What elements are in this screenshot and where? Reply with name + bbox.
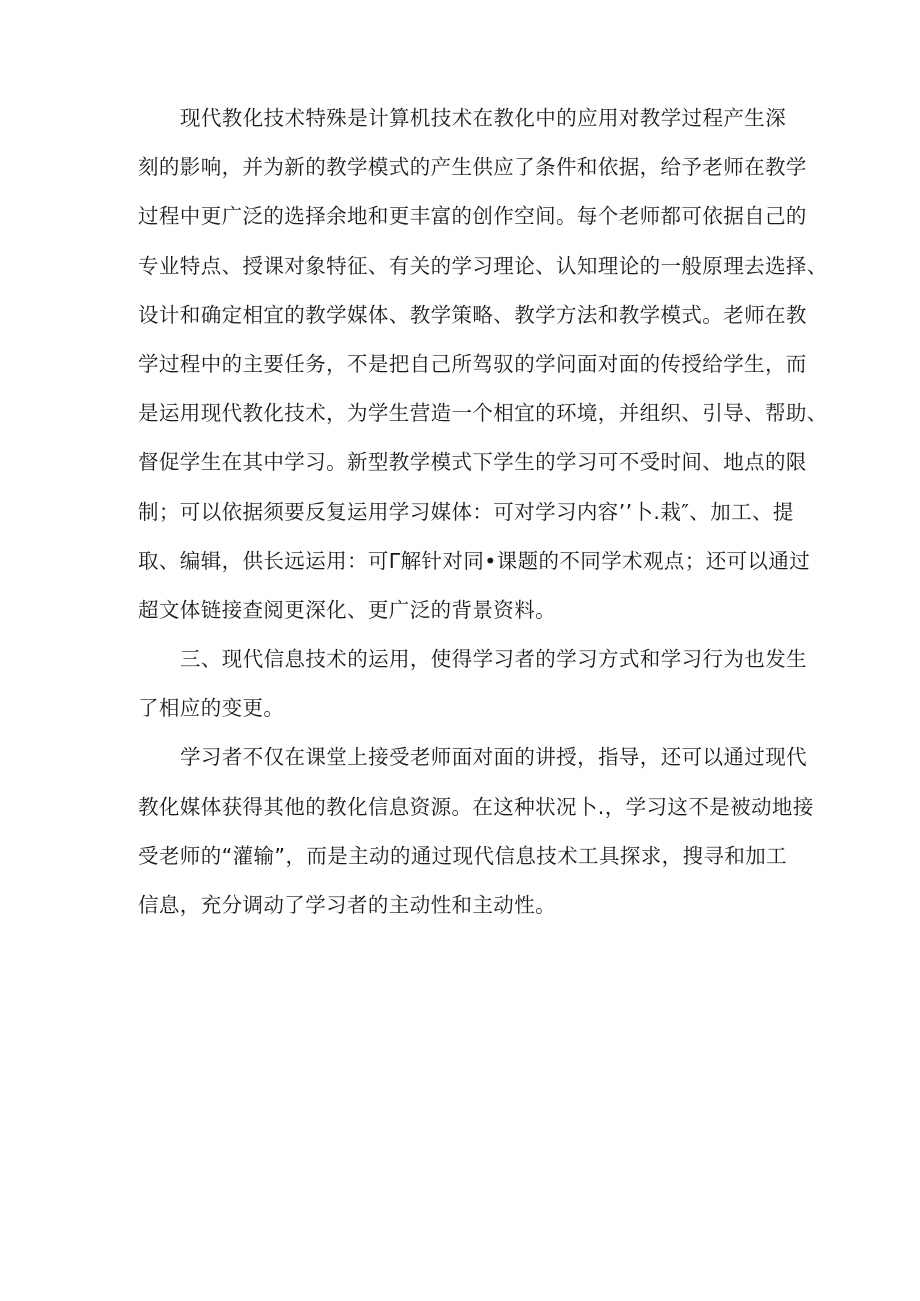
text-line: 学过程中的主要任务，不是把自己所驾驭的学问面对面的传授给学生，而 (138, 351, 807, 376)
paragraph-3 (138, 733, 814, 930)
text-line: 教化媒体获得其他的教化信息资源。在这种状况卜.，学习这不是被动地接 (138, 794, 814, 819)
text-line: 超文体链接查阅更深化、更广泛的背景资料。 (138, 597, 556, 622)
text-line: 受老师的“灌输”，而是主动的通过现代信息技术工具探求，搜寻和加工 (138, 843, 788, 868)
text-line: 学习者不仅在课堂上接受老师面对面的讲授，指导，还可以通过现代 (180, 745, 807, 770)
text-line: 三、现代信息技术的运用，使得学习者的学习方式和学习行为也发生 (180, 647, 807, 672)
text-line: 了相应的变更。 (138, 696, 285, 721)
text-line: 督促学生在其中学习。新型教学模式下学生的学习可不受时间、地点的限 (138, 450, 807, 475)
text-line: 刻的影响，并为新的教学模式的产生供应了条件和依据，给予老师在教学 (138, 155, 807, 180)
paragraph-2 (138, 635, 807, 733)
document-body (138, 94, 828, 930)
text-line: 现代教化技术特殊是计算机技术在教化中的应用对教学过程产生深 (180, 106, 787, 130)
text-line: 取、编辑，供长远运用：可Γ解针对同•课题的不同学术观点；还可以通过 (138, 548, 811, 573)
text-line: 是运用现代教化技术，为学生营造一个相宜的环境，并组织、引导、帮助、 (138, 401, 828, 426)
text-line: 信息，充分调动了学习者的主动性和主动性。 (138, 893, 556, 917)
paragraph-1 (138, 94, 828, 635)
text-line: 过程中更广泛的选择余地和更丰富的创作空间。每个老师都可依据自己的 (138, 204, 807, 229)
text-line: 设计和确定相宜的教学媒体、教学策略、教学方法和教学模式。老师在教 (138, 302, 807, 327)
text-line: 制；可以依据须要反复运用学习媒体：可对学习内容’’卜.栽″、加工、提 (138, 499, 794, 524)
text-line: 专业特点、授课对象特征、有关的学习理论、认知理论的一般原理去选择、 (138, 253, 828, 278)
